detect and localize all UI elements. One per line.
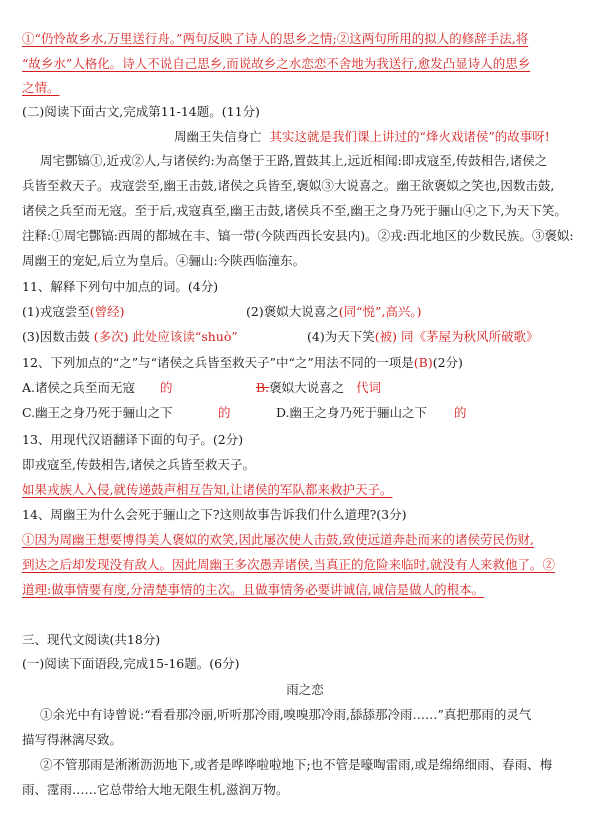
q14-answer-line-3: 道理:做事情要有度,分清楚事情的主次。且做事情务必要讲诚信,诚信是做人的根本。 — [22, 582, 485, 597]
q14-stem: 14、周幽王为什么会死于骊山之下?这则故事告诉我们什么道理?(3分) — [22, 507, 407, 522]
q11-b-answer: (同“悦”,高兴。) — [338, 304, 422, 319]
passage-title-line — [22, 128, 588, 146]
q14-answer-line-2: 到达之后却发现没有敌人。因此周幽王多次愚弄诸侯,当真正的危险来临时,就没有人来救他了。② — [22, 557, 555, 572]
q12-option-b-letter: B. — [256, 380, 270, 395]
q11-d-label: (4)为天下笑 — [307, 329, 375, 344]
teacher-note: 其实这就是我们课上讲过的“烽火戏诸侯”的故事呀! — [269, 129, 550, 144]
q12-option-a-note: 的 — [160, 380, 173, 395]
q11-b-label: (2)褒姒大说喜之 — [246, 304, 339, 319]
q12-option-d-note: 的 — [454, 405, 467, 420]
q12-answer: (B) — [413, 355, 433, 370]
q12-stem-line — [22, 354, 588, 372]
q12-row-2 — [22, 404, 588, 422]
answer-line-2: “故乡水”人格化。诗人不说自己思乡,而说故乡之水恋恋不舍地为我送行,愈发凸显诗人的思乡 — [22, 56, 531, 71]
q11-d-answer: (被) — [374, 329, 397, 344]
essay-p1-line-2: 描写得淋漓尽致。 — [22, 732, 123, 747]
answer-line-1: ①“仍怜故乡水,万里送行舟。”两句反映了诗人的思乡之情;②这两句所用的拟人的修辞手法,将 — [22, 31, 529, 46]
passage-line-3: 诸侯之兵至而无寇。至于后,戎寇真至,幽王击鼓,诸侯兵不至,幽王之身乃死于骊山④之下,为天下笑。 — [22, 203, 567, 218]
section3-sub: (一)阅读下面语段,完成15-16题。(6分) — [22, 656, 240, 671]
passage-line-1: 周宅酆镐①,近戎②人,与诸侯约:为高堡于王路,置鼓其上,远近相闻:即戎寇至,传鼓相告,诸侯之 — [40, 153, 548, 168]
q13-stem: 13、用现代汉语翻译下面的句子。(2分) — [22, 432, 244, 447]
essay-p2-line-1: ②不管那雨是淅淅沥沥地下,或者是哗哗啦啦地下;也不管是嚎啕雷雨,或是绵绵细雨、春雨、梅 — [40, 757, 553, 772]
q11-a-label: (1)戎寇尝至 — [22, 304, 90, 319]
q11-stem: 11、解释下列句中加点的词。(4分) — [22, 279, 219, 294]
q12-stem: 12、下列加点的“之”与“诸侯之兵皆至救天子”中“之”用法不同的一项是 — [22, 355, 414, 370]
essay-title: 雨之恋 — [286, 682, 324, 697]
q11-row-1 — [22, 303, 588, 321]
q12-row-1 — [22, 379, 588, 397]
notes-line-2: 周幽王的宠妃,后立为皇后。④骊山:今陕西临潼东。 — [22, 253, 306, 268]
q11-a-answer: (曾经) — [89, 304, 125, 319]
q13-sentence: 即戎寇至,传鼓相告,诸侯之兵皆至救天子。 — [22, 457, 255, 472]
q12-option-c-note: 的 — [218, 405, 231, 420]
q12-option-a: A.诸侯之兵至而无寇 — [22, 380, 136, 395]
section3-header: 三、现代文阅读(共18分) — [22, 632, 161, 647]
q11-d-note: 同《茅屋为秋风所破歌》 — [400, 329, 539, 344]
essay-p2-line-2: 雨、霪雨……它总带给大地无限生机,滋润万物。 — [22, 782, 289, 797]
passage-title: 周幽王失信身亡 — [174, 129, 262, 144]
answer-line-3: 之情。 — [22, 80, 60, 95]
q12-option-d: D.幽王之身乃死于骊山之下 — [276, 405, 428, 420]
q11-c-answer: (多次) 此处应该读“shuò” — [93, 329, 238, 344]
q11-row-2 — [22, 328, 588, 346]
q11-c-label: (3)因数击鼓 — [22, 329, 90, 344]
q12-option-b: 褒姒大说喜之 — [269, 380, 345, 395]
q14-answer-line-1: ①因为周幽王想要博得美人褒姒的欢笑,因此屡次使人击鼓,致使远道奔赴而来的诸侯劳民伤财, — [22, 532, 534, 547]
q12-option-c: C.幽王之身乃死于骊山之下 — [22, 405, 173, 420]
q13-answer: 如果戎族人入侵,就传递鼓声相互告知,让诸侯的军队都来救护天子。 — [22, 482, 393, 497]
q12-option-b-note: 代词 — [356, 380, 382, 395]
passage-line-2: 兵皆至救天子。戎寇尝至,幽王击鼓,诸侯之兵皆至,褒姒③大说喜之。幽王欲褒姒之笑也,因数击鼓, — [22, 178, 555, 193]
q12-points: (2分) — [432, 355, 463, 370]
section2-header: (二)阅读下面古文,完成第11-14题。(11分) — [22, 104, 260, 119]
notes-line-1: 注释:①周宅酆镐:西周的都城在丰、镐一带(今陕西西长安县内)。②戎:西北地区的少数民族。③褒姒: — [22, 228, 574, 243]
essay-p1-line-1: ①余光中有诗曾说:“看看那冷丽,听听那冷雨,嗅嗅那冷雨,舔舔那冷雨……”真把那雨的灵气 — [40, 707, 532, 722]
